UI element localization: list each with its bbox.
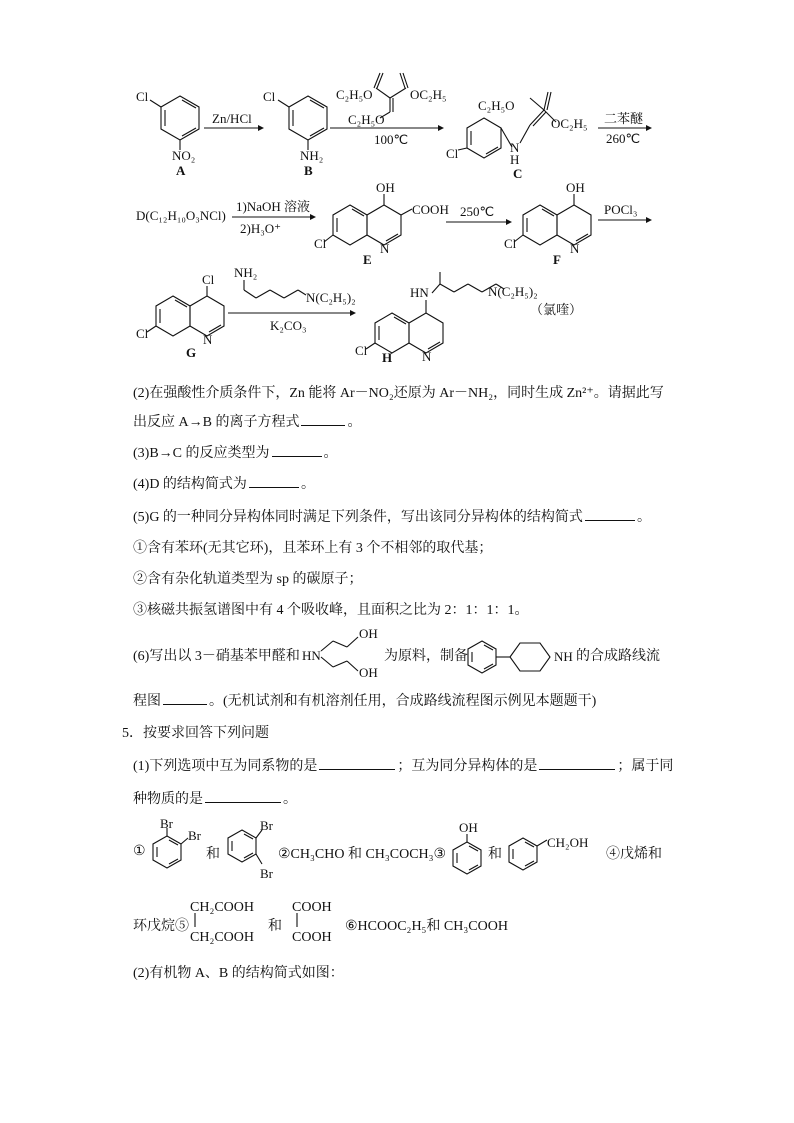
arrow-2-temp: 100℃ [374, 132, 409, 147]
q2-line2: 出反应 A→B 的离子方程式 。 [133, 415, 362, 430]
option-1-marker: ① [133, 844, 146, 859]
option-5-acid1-bottom: CH₂COOH [190, 930, 254, 945]
arrow-3-bottom: 260℃ [606, 131, 641, 146]
q6-answer-blank[interactable] [163, 692, 207, 705]
option-4-cont: 环戊烷⑤ [133, 919, 189, 934]
compound-c-cl: Cl [446, 146, 459, 161]
arrow-4-top: 1)NaOH 溶液 [236, 199, 311, 214]
option-3-ch2oh: CH₂OH [547, 835, 589, 850]
q3-answer-blank[interactable] [272, 444, 322, 457]
q6-nh: NH [554, 649, 573, 664]
compound-g-cl: Cl [136, 326, 149, 341]
arrow-4 [232, 199, 316, 236]
compound-f-cl: Cl [504, 236, 517, 251]
option-6-text: ⑥HCOOC₂H₅和 CH₃COOH [345, 919, 508, 934]
option-5-and: 和 [268, 919, 282, 934]
arrow-5-top: 250℃ [460, 204, 495, 219]
q5-condition-2: ②含有杂化轨道类型为 sp 的碳原子； [133, 572, 363, 587]
compound-e-n: N [380, 241, 390, 256]
arrow-7 [228, 265, 356, 333]
q5-condition-1: ①含有苯环(无其它环)，且苯环上有 3 个不相邻的取代基； [133, 541, 493, 556]
option-1-br-b: Br [188, 828, 201, 843]
compound-b [263, 89, 327, 178]
compound-g-n: N [203, 332, 213, 347]
compound-e-label: E [363, 252, 372, 267]
compound-b-cl: Cl [263, 89, 276, 104]
compound-c [446, 92, 588, 181]
compound-h [355, 272, 582, 365]
compound-g-label: G [186, 345, 197, 360]
option-1-and: 和 [206, 847, 220, 862]
q4-line: (4)D 的结构简式为 。 [133, 477, 315, 492]
compound-e-cooh: COOH [412, 202, 449, 217]
arrow-2-mid: C₂H₅O [348, 112, 385, 127]
reaction-scheme [0, 0, 794, 370]
q6-text-3: 的合成路线流 [576, 649, 660, 664]
option-3-oh: OH [459, 820, 478, 835]
option-5-acid1-top: CH₂COOH [190, 900, 254, 915]
arrow-6 [598, 202, 652, 223]
compound-f-oh: OH [566, 180, 585, 195]
q3-line: (3)B→C 的反应类型为 。 [133, 446, 338, 461]
compound-h-hn: HN [410, 285, 429, 300]
arrow-3-top: 二苯醚 [604, 111, 644, 126]
compound-e-oh: OH [376, 180, 395, 195]
q2-line1: (2)在强酸性介质条件下，Zn 能将 Ar－NO₂还原为 Ar－NH₂，同时生成 Zn²⁺。请据此写 [133, 386, 664, 401]
compound-h-amine: N(C₂H₅)₂ [488, 284, 538, 299]
compound-c-h: H [510, 152, 520, 167]
compound-h-name: （氯喹） [530, 302, 583, 317]
p5-q1-text-a: (1)下列选项中互为同系物的是 [133, 759, 318, 774]
p5-q1-line1 [133, 755, 673, 775]
q5-line: (5)G 的一种同分异构体同时满足下列条件，写出该同分异构体的结构简式 。 [133, 510, 651, 525]
option-4-text: ④戊烯和 [606, 847, 662, 862]
q5-condition-3: ③核磁共振氢谱图中有 4 个吸收峰，且面积之比为 2：1：1：1。 [133, 603, 529, 618]
compound-c-label: C [513, 166, 523, 181]
q4-answer-blank[interactable] [249, 475, 299, 488]
q6-oh2: OH [359, 665, 378, 680]
compound-c-right: OC₂H₅ [551, 116, 588, 131]
q6-hn: HN [302, 648, 321, 663]
option-5-acid2-bottom: COOH [292, 930, 332, 945]
compound-b-nh2: NH₂ [300, 148, 324, 163]
p5-q1-text-b: ；互为同分异构体的是 [397, 759, 538, 774]
compound-a-no2: NO₂ [172, 148, 196, 163]
compound-g [136, 272, 224, 360]
arrow-3 [598, 111, 652, 146]
arrow-2-top-right: OC₂H₅ [410, 87, 447, 102]
compound-c-n: N [510, 140, 520, 155]
arrow-7-bottom: K₂CO₃ [270, 318, 307, 333]
compound-b-label: B [304, 163, 313, 178]
arrow-6-top: POCl₃ [604, 202, 638, 217]
compound-f [504, 180, 591, 267]
arrow-7-amine: N(C₂H₅)₂ [306, 290, 356, 305]
q6-line2-text: 程图 [133, 694, 161, 709]
q6-line2 [133, 690, 596, 710]
p5-q1-text-d: 种物质的是 [133, 792, 203, 807]
compound-a-cl: Cl [136, 89, 149, 104]
arrow-2 [330, 73, 447, 147]
problem-5-heading: 5．按要求回答下列问题 [122, 726, 269, 741]
compound-e [314, 180, 449, 267]
q6-text-2: 为原料，制备 [384, 649, 468, 664]
option-2-3-text: ②CH₃CHO 和 CH₃COCH₃③ [278, 847, 447, 862]
arrow-7-nh2: NH₂ [234, 265, 258, 280]
option-1-br-c: Br [260, 818, 273, 833]
compound-h-n: N [422, 349, 432, 364]
option-5-acid2-top: COOH [292, 900, 332, 915]
q5-text: (5)G 的一种同分异构体同时满足下列条件，写出该同分异构体的结构简式 [133, 510, 583, 525]
compound-f-label: F [553, 252, 561, 267]
arrow-4-bottom: 2)H₃O⁺ [240, 221, 281, 236]
arrow-5 [446, 204, 512, 225]
compound-c-top: C₂H₅O [478, 98, 515, 113]
homolog-answer-blank[interactable] [319, 757, 395, 770]
q6-text-1: (6)写出以 3－硝基苯甲醛和 [133, 649, 300, 664]
q2-answer-blank[interactable] [301, 413, 345, 426]
option-1-br-d: Br [260, 866, 273, 881]
q3-text: (3)B→C 的反应类型为 [133, 446, 270, 461]
q2-line2-text: 出反应 A→B 的离子方程式 [133, 415, 300, 430]
arrow-1 [204, 111, 264, 131]
same-substance-answer-blank[interactable] [205, 790, 281, 803]
q5-answer-blank[interactable] [585, 508, 635, 521]
option-3-and: 和 [488, 847, 502, 862]
arrow-2-top-left: C₂H₅O [336, 87, 373, 102]
q6-oh1: OH [359, 626, 378, 641]
compound-f-n: N [570, 241, 580, 256]
compound-d [136, 208, 226, 223]
q6-line2-tail: 。(无机试剂和有机溶剂任用，合成路线流程图示例见本题题干) [209, 694, 597, 709]
q4-text: (4)D 的结构简式为 [133, 477, 247, 492]
compound-a-label: A [176, 163, 186, 178]
arrow-1-reagent: Zn/HCl [212, 111, 252, 126]
compound-h-cl: Cl [355, 343, 368, 358]
compound-e-cl: Cl [314, 236, 327, 251]
p5-q1-text-c: ；属于同 [617, 759, 674, 774]
compound-a [136, 89, 199, 178]
option-1-br-a: Br [160, 816, 173, 831]
isomer-answer-blank[interactable] [539, 757, 615, 770]
compound-d-formula: D(C₁₂H₁₀O₃NCl) [136, 208, 226, 223]
compound-g-cl-top: Cl [202, 272, 215, 287]
p5-q1-line2: 种物质的是 。 [133, 792, 297, 807]
compound-h-label: H [382, 350, 393, 365]
p5-q2-text: (2)有机物 A、B 的结构简式如图： [133, 966, 344, 981]
